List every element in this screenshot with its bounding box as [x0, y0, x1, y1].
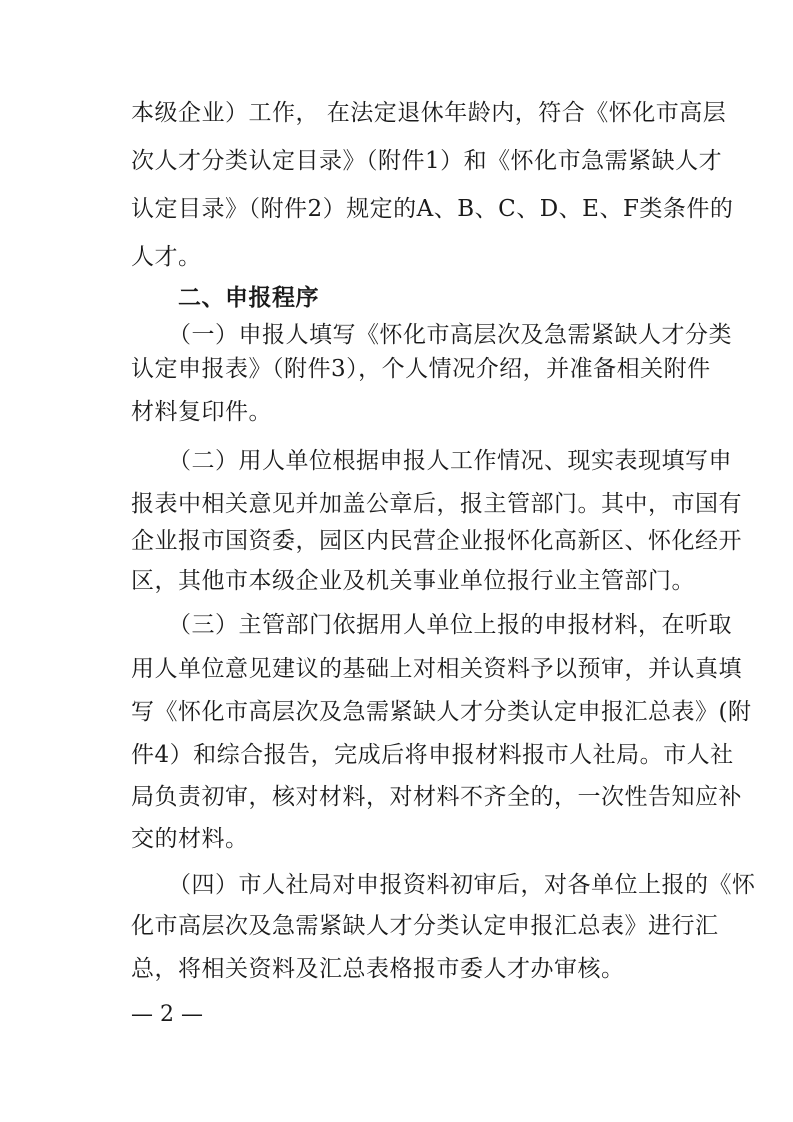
paragraph-line: 认定目录》（附件2）规定的A、B、C、D、E、F类条件的 — [131, 196, 734, 222]
paragraph-line: （三）主管部门依据用人单位上报的申报材料，在听取 — [168, 612, 732, 638]
paragraph-line: 次人才分类认定目录》（附件1）和《怀化市急需紧缺人才 — [131, 148, 723, 174]
section-heading: 二、申报程序 — [178, 285, 319, 311]
paragraph-line: （四）市人社局对申报资料初审后，对各单位上报的《怀 — [168, 872, 756, 898]
paragraph-line: （一）申报人填写《怀化市高层次及急需紧缺人才分类 — [168, 322, 732, 348]
paragraph-line: 化市高层次及急需紧缺人才分类认定申报汇总表》进行汇 — [131, 913, 719, 939]
paragraph-line: 写《怀化市高层次及急需紧缺人才分类认定申报汇总表》(附 — [131, 699, 752, 725]
paragraph-line: 总，将相关资料及汇总表格报市委人才办审核。 — [131, 956, 625, 982]
paragraph-line: 用人单位意见建议的基础上对相关资料予以预审，并认真填 — [131, 656, 742, 682]
paragraph-line: 报表中相关意见并加盖公章后，报主管部门。其中，市国有 — [131, 491, 742, 517]
paragraph-line: 材料复印件。 — [131, 399, 272, 425]
page-number: — 2 — — [131, 1002, 203, 1027]
paragraph-line: （二）用人单位根据申报人工作情况、现实表现填写申 — [168, 448, 732, 474]
paragraph-line: 企业报市国资委，园区内民营企业报怀化高新区、怀化经开 — [131, 528, 742, 554]
paragraph-line: 局负责初审，核对材料，对材料不齐全的，一次性告知应补 — [131, 784, 742, 810]
paragraph-line: 件4）和综合报告，完成后将申报材料报市人社局。市人社 — [131, 742, 734, 768]
paragraph-line: 人才。 — [131, 244, 202, 270]
paragraph-line: 区，其他市本级企业及机关事业单位报行业主管部门。 — [131, 568, 695, 594]
paragraph-line: 本级企业）工作， 在法定退休年龄内，符合《怀化市高层 — [131, 100, 727, 126]
paragraph-line: 交的材料。 — [131, 826, 249, 852]
paragraph-line: 认定申报表》（附件3），个人情况介绍，并准备相关附件 — [131, 356, 711, 382]
